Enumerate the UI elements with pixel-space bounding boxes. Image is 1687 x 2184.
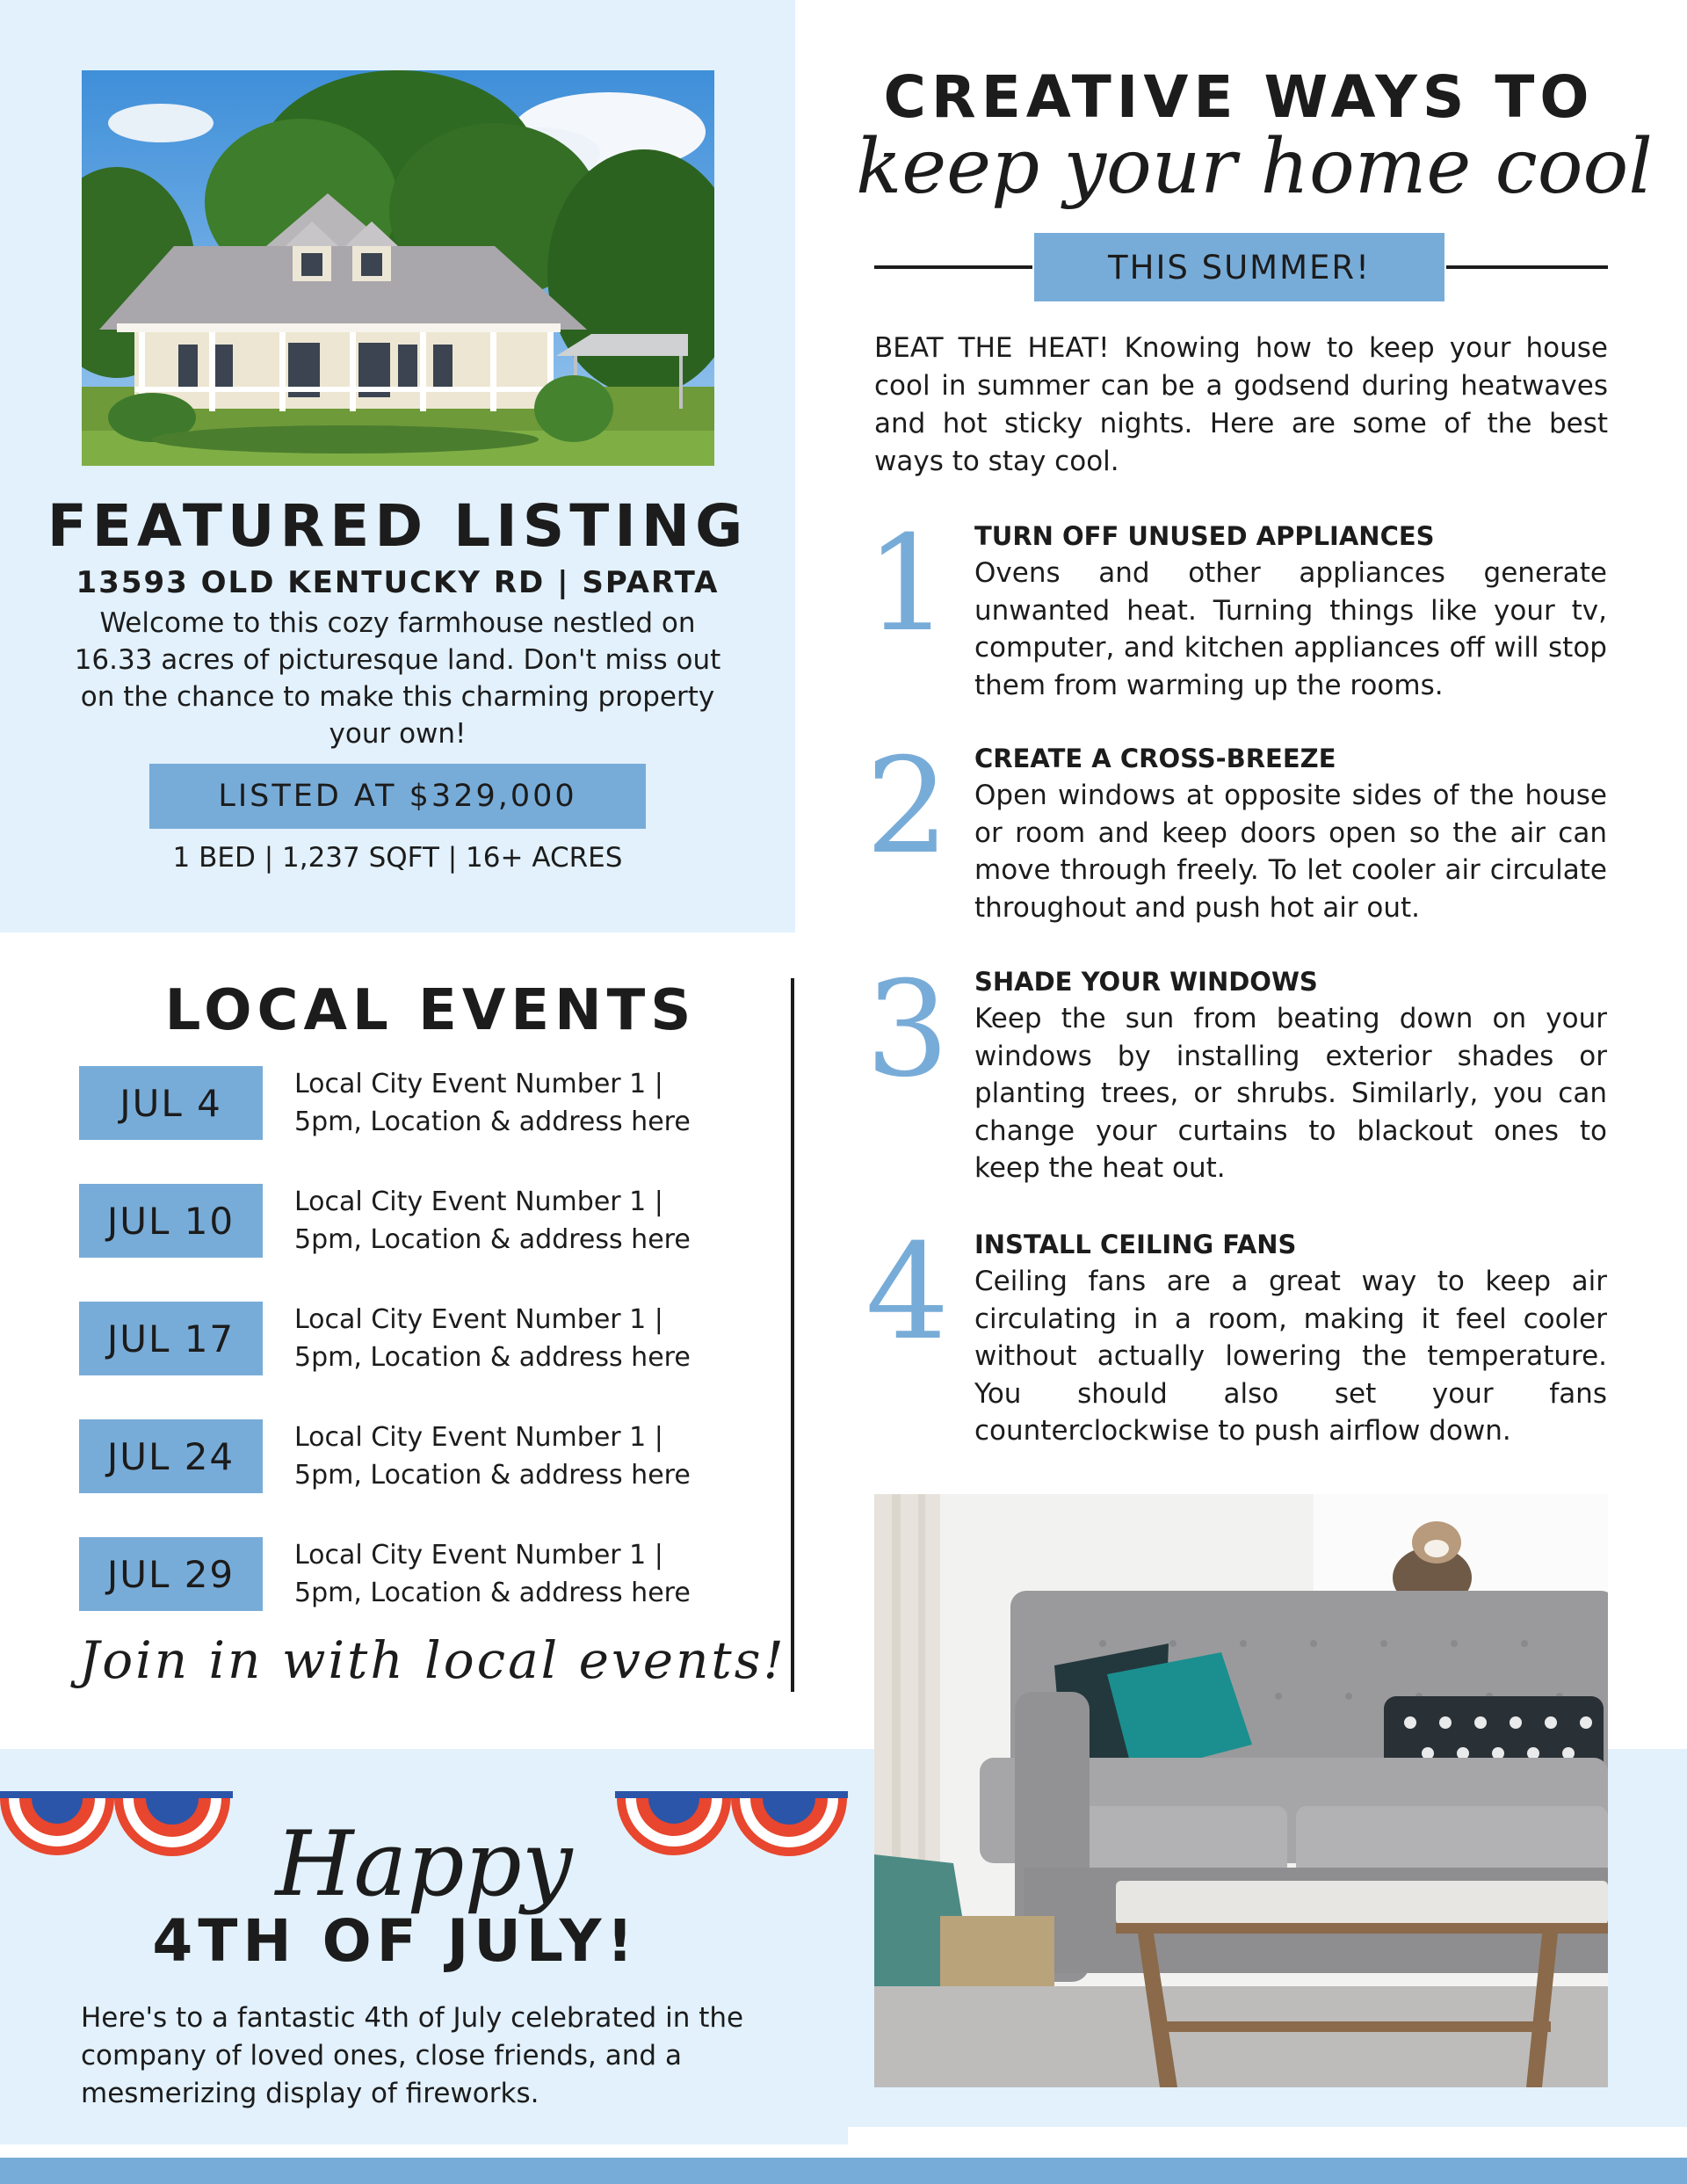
local-events-title: LOCAL EVENTS: [164, 978, 697, 1043]
tip-number: 3: [865, 954, 950, 1107]
house-photo: [82, 70, 714, 466]
listing-price-badge: LISTED AT $329,000: [149, 764, 646, 829]
event-line-2: 5pm, Location & address here: [294, 1342, 691, 1373]
event-line-2: 5pm, Location & address here: [294, 1578, 691, 1608]
tips-intro-paragraph: BEAT THE HEAT! Knowing how to keep your house cool in summer can be a godsend during heatwaves and hot sticky nights. Here are some of the best ways to stay cool.: [874, 332, 1608, 477]
tip-title: CREATE A CROSS-BREEZE: [974, 744, 1336, 773]
tips-subtitle-badge: THIS SUMMER!: [1034, 233, 1444, 301]
tip-body: Keep the sun from beating down on your windows by installing exterior shades or planting trees, or shrubs. Similarly, you can change your curtains to blackout ones to keep the heat out.: [974, 1003, 1607, 1184]
tip-number: 2: [865, 730, 950, 883]
event-description: [294, 1183, 769, 1259]
fourth-of-july-message: Here's to a fantastic 4th of July celebrated in the company of loved ones, close friends, and a mesmerizing display of fireworks.: [81, 2002, 744, 2109]
event-line-1: Local City Event Number 1 |: [294, 1304, 663, 1335]
event-line-1: Local City Event Number 1 |: [294, 1186, 663, 1217]
happy-script-heading: Happy: [275, 1812, 573, 1917]
event-date-badge: JUL 17: [79, 1302, 263, 1375]
tip-title: SHADE YOUR WINDOWS: [974, 967, 1318, 997]
listing-address: 13593 OLD KENTUCKY RD | SPARTA: [76, 565, 720, 600]
fourth-of-july-title: 4TH OF JULY!: [152, 1907, 639, 1975]
event-description: [294, 1301, 769, 1376]
event-line-2: 5pm, Location & address here: [294, 1224, 691, 1255]
event-line-1: Local City Event Number 1 |: [294, 1069, 663, 1099]
tip-number: 1: [865, 508, 950, 661]
event-description: [294, 1536, 769, 1612]
event-line-1: Local City Event Number 1 |: [294, 1422, 663, 1453]
event-date-badge: JUL 24: [79, 1419, 263, 1493]
event-item: [79, 1537, 764, 1611]
event-item: [79, 1066, 764, 1140]
listing-description: Welcome to this cozy farmhouse nestled on 16.33 acres of picturesque land. Don't miss out on the chance to make this charming property your own!: [74, 607, 721, 750]
listing-stats: 1 BED | 1,237 SQFT | 16+ ACRES: [172, 842, 623, 874]
tip-body: Open windows at opposite sides of the house or room and keep doors open so the air can move through freely. To let cooler air circulate throughout and push hot air out.: [974, 780, 1607, 924]
tip-body: Ceiling fans are a great way to keep air circulating in a room, making it feel cooler without actually lowering the temperature. You should also set your fans counterclockwise to push airflow down.: [974, 1266, 1607, 1447]
tips-title: CREATIVE WAYS TO: [883, 63, 1595, 131]
event-item: [79, 1302, 764, 1375]
divider-line-left: [874, 265, 1032, 269]
featured-listing-title: FEATURED LISTING: [47, 492, 749, 560]
tips-script-heading: keep your home cool: [856, 123, 1653, 211]
event-line-2: 5pm, Location & address here: [294, 1460, 691, 1491]
tip-body: Ovens and other appliances generate unwanted heat. Turning things like your tv, computer, and kitchen appliances off will stop them from warming up the rooms.: [974, 557, 1607, 701]
event-date-badge: JUL 4: [79, 1066, 263, 1140]
event-line-1: Local City Event Number 1 |: [294, 1540, 663, 1571]
event-item: [79, 1184, 764, 1258]
event-date-badge: JUL 10: [79, 1184, 263, 1258]
footer-bar: [0, 2158, 1687, 2184]
tip-title: TURN OFF UNUSED APPLIANCES: [974, 521, 1435, 551]
tip-number: 4: [865, 1216, 950, 1369]
events-tagline: Join in with local events!: [79, 1630, 786, 1690]
tip-title: INSTALL CEILING FANS: [974, 1230, 1297, 1259]
event-line-2: 5pm, Location & address here: [294, 1107, 691, 1137]
event-item: [79, 1419, 764, 1493]
event-description: [294, 1419, 769, 1494]
events-divider: [791, 978, 794, 1692]
living-room-photo: [874, 1494, 1608, 2087]
divider-line-right: [1446, 265, 1608, 269]
event-description: [294, 1065, 769, 1141]
event-date-badge: JUL 29: [79, 1537, 263, 1611]
